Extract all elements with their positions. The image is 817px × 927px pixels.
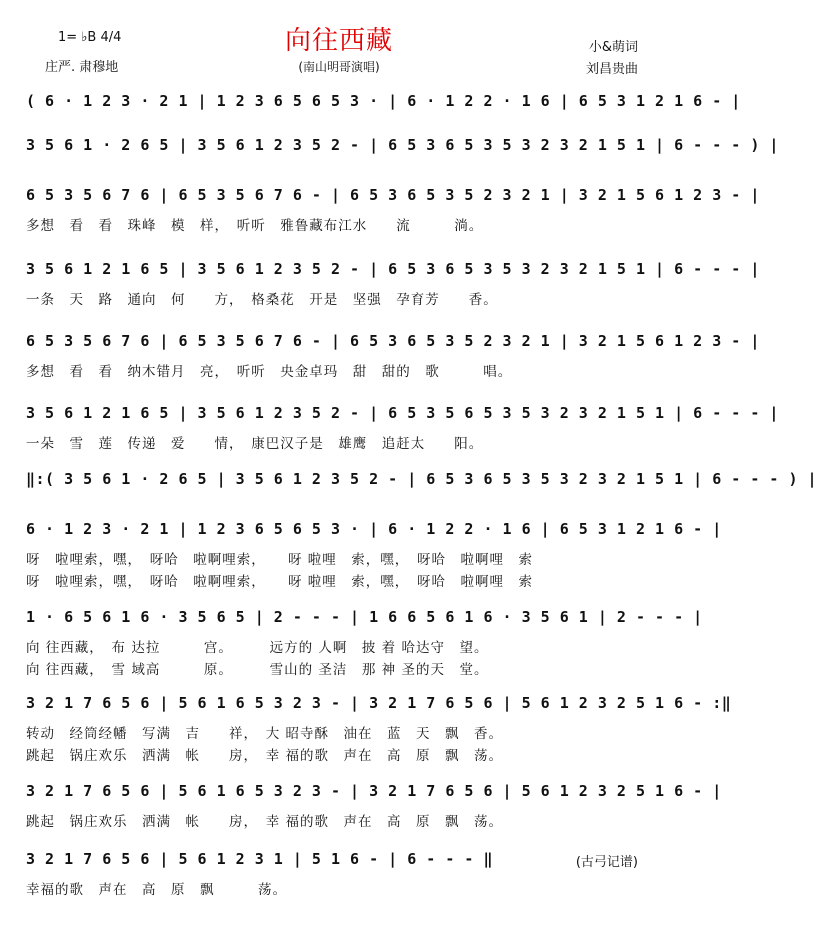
notation-row: 1 · 6 5 6 1 6 · 3 5 6 5 | 2 - - - | 1 6 6 5 6 1 6 · 3 5 6 1 | 2 - - - | bbox=[26, 608, 703, 626]
lyric-row: 呀 啦哩索，嘿， 呀哈 啦啊哩索， 呀 啦哩 索，嘿， 呀哈 啦啊哩 索 bbox=[26, 552, 534, 568]
lyric-row: 一条 天 路 通向 何 方， 格桑花 开是 坚强 孕育芳 香。 bbox=[26, 292, 498, 308]
tempo-marking: 庄严. 肃穆地 bbox=[45, 60, 119, 75]
notation-row: ( 6 · 1 2 3 · 2 1 | 1 2 3 6 5 6 5 3 · | 6 · 1 2 2 · 1 6 | 6 5 3 1 2 1 6 - | bbox=[26, 92, 741, 110]
lyric-row: 转动 经筒经幡 写满 吉 祥， 大 昭寺酥 油在 蓝 天 飘 香。 bbox=[26, 726, 504, 742]
notation-row: 6 5 3 5 6 7 6 | 6 5 3 5 6 7 6 - | 6 5 3 6 5 3 5 2 3 2 1 | 3 2 1 5 6 1 2 3 - | bbox=[26, 186, 760, 204]
transcriber-credit: (古弓记谱) bbox=[575, 855, 638, 870]
composer-credit: 刘昌贵曲 bbox=[585, 62, 638, 77]
notation-row: 6 5 3 5 6 7 6 | 6 5 3 5 6 7 6 - | 6 5 3 6 5 3 5 2 3 2 1 | 3 2 1 5 6 1 2 3 - | bbox=[26, 332, 760, 350]
notation-row: 3 2 1 7 6 5 6 | 5 6 1 2 3 1 | 5 1 6 - | 6 - - - ‖ bbox=[26, 850, 494, 868]
lyric-row: 跳起 锅庄欢乐 洒满 帐 房， 幸 福的歌 声在 高 原 飘 荡。 bbox=[26, 748, 504, 764]
lyric-row: 一朵 雪 莲 传递 爱 情， 康巴汉子是 雄鹰 追赶太 阳。 bbox=[26, 436, 484, 452]
lyric-row: 跳起 锅庄欢乐 洒满 帐 房， 幸 福的歌 声在 高 原 飘 荡。 bbox=[26, 814, 504, 830]
notation-row: 3 2 1 7 6 5 6 | 5 6 1 6 5 3 2 3 - | 3 2 1 7 6 5 6 | 5 6 1 2 3 2 5 1 6 - :‖ bbox=[26, 694, 732, 712]
lyric-row: 呀 啦哩索，嘿， 呀哈 啦啊哩索， 呀 啦哩 索，嘿， 呀哈 啦啊哩 索 bbox=[26, 574, 534, 590]
lyric-row: 多想 看 看 珠峰 模 样， 听听 雅鲁藏布江水 流 淌。 bbox=[26, 218, 484, 234]
notation-row: 3 5 6 1 2 1 6 5 | 3 5 6 1 2 3 5 2 - | 6 5 3 6 5 3 5 3 2 3 2 1 5 1 | 6 - - - | bbox=[26, 260, 760, 278]
lyricist-credit: 小&萌词 bbox=[588, 40, 638, 55]
lyric-row: 向 往西藏， 雪 域高 原。 雪山的 圣洁 那 神 圣的天 堂。 bbox=[26, 662, 489, 678]
performer-note: (南山明哥演唱) bbox=[298, 60, 380, 74]
song-title: 向往西藏 bbox=[284, 26, 393, 56]
notation-row: 3 5 6 1 2 1 6 5 | 3 5 6 1 2 3 5 2 - | 6 5 3 5 6 5 3 5 3 2 3 2 1 5 1 | 6 - - - | bbox=[26, 404, 779, 422]
lyric-row: 多想 看 看 纳木错月 亮， 听听 央金卓玛 甜 甜的 歌 唱。 bbox=[26, 364, 513, 380]
key-signature: 1= ♭B 4/4 bbox=[58, 30, 122, 45]
lyric-row: 向 往西藏， 布 达拉 宫。 远方的 人啊 披 着 哈达守 望。 bbox=[26, 640, 489, 656]
lyric-row: 幸福的歌 声在 高 原 飘 荡。 bbox=[26, 882, 287, 898]
notation-row: 6 · 1 2 3 · 2 1 | 1 2 3 6 5 6 5 3 · | 6 · 1 2 2 · 1 6 | 6 5 3 1 2 1 6 - | bbox=[26, 520, 722, 538]
notation-row: ‖:( 3 5 6 1 · 2 6 5 | 3 5 6 1 2 3 5 2 - | 6 5 3 6 5 3 5 3 2 3 2 1 5 1 | 6 - - - ) | bbox=[26, 470, 817, 488]
notation-row: 3 2 1 7 6 5 6 | 5 6 1 6 5 3 2 3 - | 3 2 1 7 6 5 6 | 5 6 1 2 3 2 5 1 6 - | bbox=[26, 782, 722, 800]
notation-row: 3 5 6 1 · 2 6 5 | 3 5 6 1 2 3 5 2 - | 6 5 3 6 5 3 5 3 2 3 2 1 5 1 | 6 - - - ) | bbox=[26, 136, 779, 154]
